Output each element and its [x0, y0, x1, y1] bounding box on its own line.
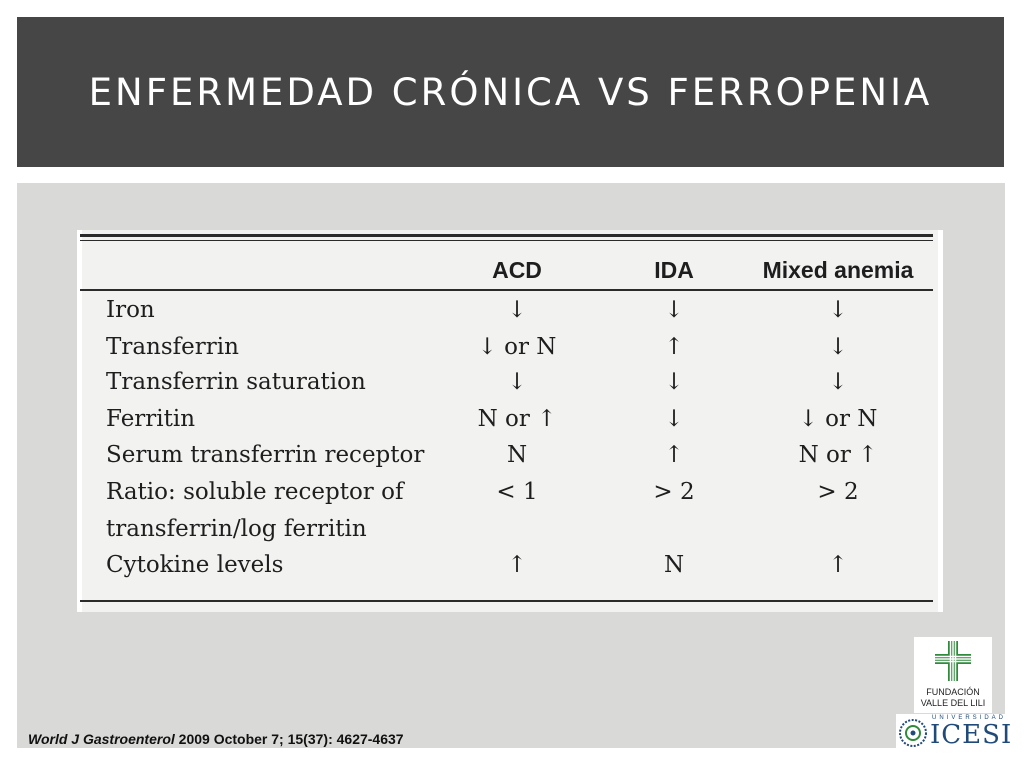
cross-logo-icon — [935, 641, 971, 681]
table-top-rule-thin — [80, 240, 933, 241]
row-label: Serum transferrin receptor — [106, 442, 425, 468]
header-mixed: Mixed anemia — [762, 257, 914, 283]
cell-ida: N — [663, 552, 685, 578]
table-top-rule — [80, 234, 933, 237]
cell-ida: ↓ — [664, 406, 684, 432]
cell-mixed: ↑ — [828, 552, 848, 578]
row-label: Cytokine levels — [106, 552, 284, 578]
header-ida: IDA — [654, 257, 694, 283]
cell-ida: ↓ — [664, 297, 684, 323]
row-label: Ratio: soluble receptor of — [106, 479, 404, 505]
cell-ida: ↑ — [664, 334, 684, 360]
table-bottom-rule — [80, 600, 933, 602]
cell-mixed: ↓ — [828, 297, 848, 323]
cell-acd: N or ↑ — [477, 406, 557, 432]
cell-mixed: ↓ — [828, 369, 848, 395]
fundacion-valle-del-lili-logo: FUNDACIÓN VALLE DEL LILI — [914, 637, 992, 713]
cell-acd: < 1 — [496, 479, 538, 505]
cell-ida: ↓ — [664, 369, 684, 395]
cell-ida: > 2 — [653, 479, 695, 505]
cell-acd: ↓ or N — [477, 334, 557, 360]
row-label: Transferrin — [106, 334, 239, 360]
icesi-seal-icon — [898, 716, 928, 750]
cell-ida: ↑ — [664, 442, 684, 468]
cell-acd: ↓ — [507, 369, 527, 395]
row-label: Transferrin saturation — [106, 369, 366, 395]
header-acd: ACD — [492, 257, 542, 283]
cell-mixed: ↓ — [828, 334, 848, 360]
cell-mixed: ↓ or N — [798, 406, 878, 432]
row-label: transferrin/log ferritin — [106, 516, 367, 542]
row-label: Iron — [106, 297, 155, 323]
cell-acd: N — [506, 442, 528, 468]
universidad-icesi-logo: UNIVERSIDAD ICESI — [896, 714, 1009, 754]
cell-acd: ↑ — [507, 552, 527, 578]
slide-title: ENFERMEDAD CRÓNICA VS FERROPENIA — [88, 70, 933, 114]
cell-acd: ↓ — [507, 297, 527, 323]
cell-mixed: > 2 — [817, 479, 859, 505]
citation: World J Gastroenterol 2009 October 7; 15(37): 4627-4637 — [28, 731, 404, 747]
cell-mixed: N or ↑ — [798, 442, 878, 468]
title-bar — [17, 17, 1004, 167]
row-label: Ferritin — [106, 406, 196, 432]
table-header-rule — [80, 289, 933, 291]
